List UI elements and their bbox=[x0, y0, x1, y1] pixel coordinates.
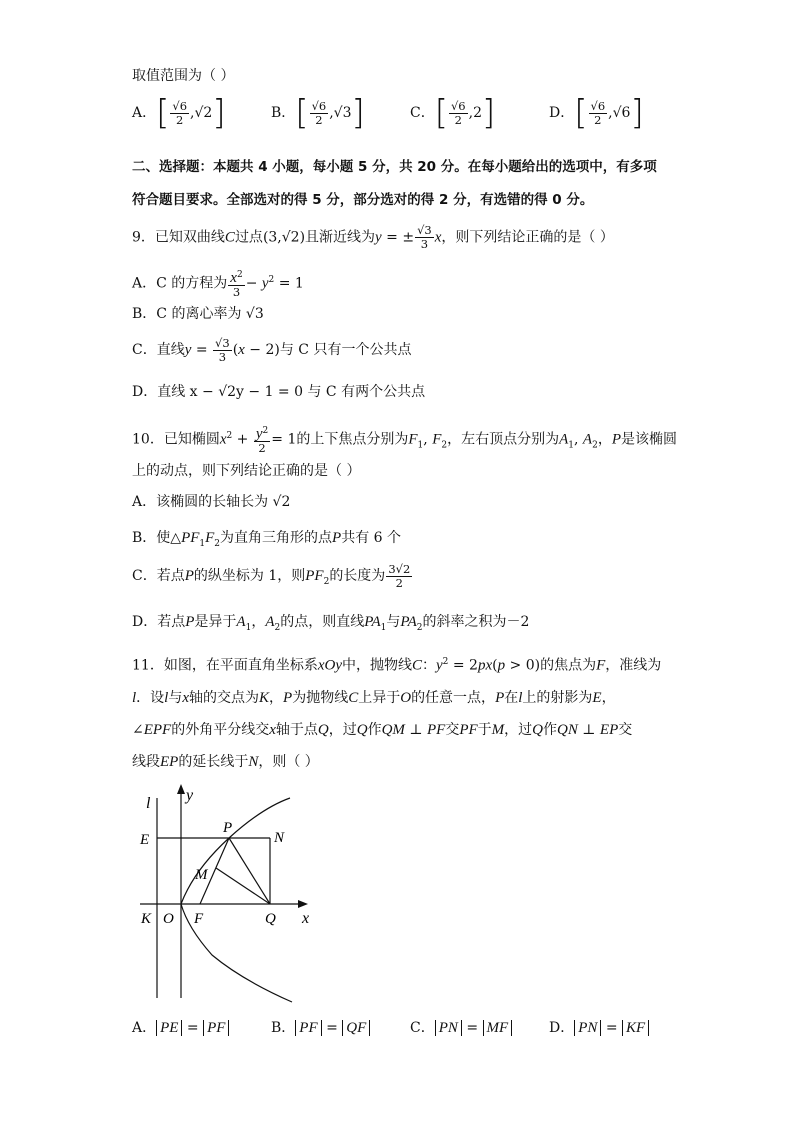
label-n: N bbox=[274, 830, 285, 846]
label-y: y bbox=[186, 787, 194, 804]
section2-line1: 二、选择题：本题共 4 小题，每小题 5 分，共 20 分。在每小题给出的选项中，有多项 bbox=[132, 159, 657, 175]
q11-stem-line4: 线段EP的延长线于N，则（ ） bbox=[132, 754, 319, 770]
segment-pq bbox=[229, 838, 270, 904]
q11-option-a: A． PE = PF bbox=[132, 1017, 229, 1037]
q8-option-d: D．[ $\frac{√6}{2}$ ,√6] bbox=[549, 93, 644, 133]
q11-option-d: D． PN = KF bbox=[549, 1017, 649, 1037]
q10-stem: 10．已知椭圆$x^2$ + $\frac{y^2}{2}$ = 1的上下焦点分别为$F_1$, $F_2$，左右顶点分别为$A_1$, $A_2$，P是该椭圆 bbox=[132, 425, 677, 455]
label-l: l bbox=[146, 795, 151, 812]
q10-option-a: A．该椭圆的长轴长为 √2 bbox=[132, 494, 291, 510]
q11-option-b: B． PF = QF bbox=[271, 1017, 370, 1037]
parabola-curve bbox=[181, 798, 292, 1002]
label-q: Q bbox=[265, 911, 276, 927]
q9-option-c: C．直线y = $\frac{√3}{3}$ (x − 2)与 C 只有一个公共点 bbox=[132, 335, 412, 364]
q11-stem-line3: ∠EPF的外角平分线交x轴于点Q，过Q作QM ⊥ PF交PF于M，过Q作QN ⊥ EP交 bbox=[132, 722, 633, 738]
segment-mq bbox=[216, 868, 270, 904]
label-o: O bbox=[163, 911, 174, 927]
q9-option-b: B．C 的离心率为 √3 bbox=[132, 306, 264, 322]
q9-option-d: D．直线 x − √2y − 1 = 0 与 C 有两个公共点 bbox=[132, 384, 426, 400]
q8-stem-tail: 取值范围为（ ） bbox=[132, 68, 235, 84]
q9-stem: 9．已知双曲线C过点(3,√2)且渐近线为y = ± $\frac{√3}{3}$ x，则下列结论正确的是（ ） bbox=[132, 223, 614, 251]
label-m: M bbox=[195, 867, 208, 883]
section2-line2: 符合题目要求。全部选对的得 5 分，部分选对的得 2 分，有选错的得 0 分。 bbox=[132, 192, 594, 208]
q9-option-a: A．C 的方程为 $\frac{x^2}{3}$ − $y^2 = 1$ bbox=[132, 269, 304, 299]
q11-stem-line1: 11．如图，在平面直角坐标系xOy中，抛物线C：$y^2 = 2px(p > 0)$的焦点为F，准线为 bbox=[132, 657, 662, 674]
q8-option-b: B．[ $\frac{√6}{2}$ ,√3] bbox=[271, 93, 365, 133]
label-p: P bbox=[223, 820, 233, 836]
q10-option-d: D．若点P是异于$A_1$，$A_2$的点，则直线$PA_1$与$PA_2$的斜率之积为－2 bbox=[132, 614, 530, 633]
q8-option-a: A．[ $\frac{√6}{2}$ ,√2] bbox=[132, 93, 226, 133]
y-axis-arrow bbox=[177, 784, 185, 794]
label-f: F bbox=[194, 911, 204, 927]
q10-option-b: B．使$\triangle PF_1F_2$为直角三角形的点P共有 6 个 bbox=[132, 530, 402, 549]
q11-stem-line2: l．设l与x轴的交点为K，P为抛物线C上异于O的任意一点，P在l上的射影为E， bbox=[132, 690, 616, 706]
q8-option-c: C．[ $\frac{√6}{2}$ ,2] bbox=[410, 93, 496, 133]
q10-stem-line2: 上的动点，则下列结论正确的是（ ） bbox=[132, 463, 361, 479]
label-e: E bbox=[140, 832, 150, 848]
q10-option-c: C．若点P的纵坐标为 1，则$PF_2$的长度为 $\frac{3√2}{2}$ bbox=[132, 561, 411, 590]
x-axis-arrow bbox=[298, 900, 308, 908]
q11-parabola-figure bbox=[132, 780, 322, 1005]
label-x: x bbox=[302, 910, 310, 927]
label-k: K bbox=[141, 911, 152, 927]
q11-option-c: C． PN = MF bbox=[410, 1017, 512, 1037]
